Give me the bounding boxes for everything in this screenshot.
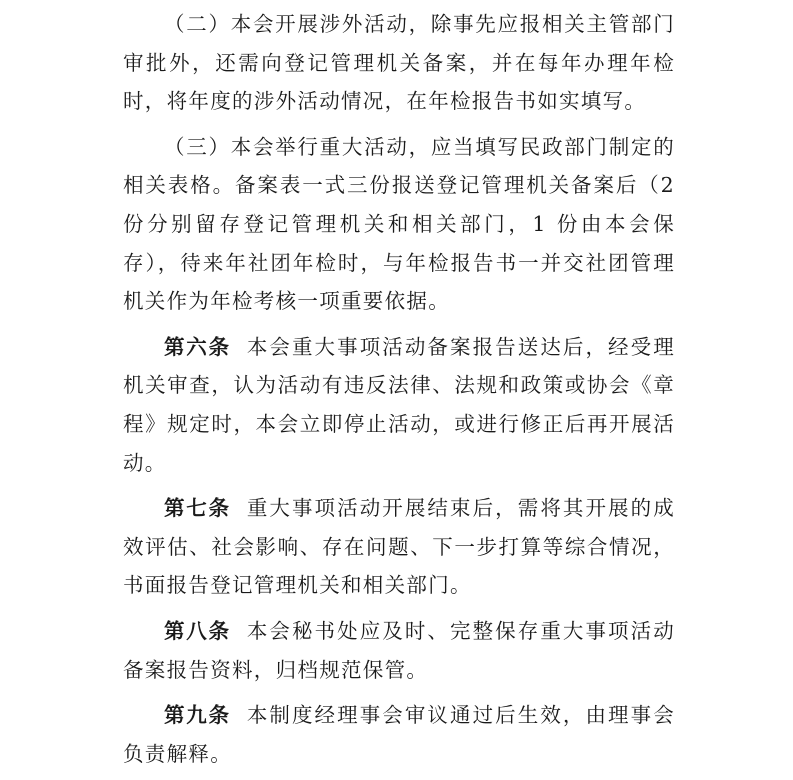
article-number: 第六条 bbox=[164, 334, 231, 359]
paragraph-text: 本会重大事项活动备案报告送达后，经受理机关审查，认为活动有违反法律、法规和政策或协会《章程》规定时，本会立即停止活动，或进行修正后再开展活动。 bbox=[123, 334, 675, 475]
paragraph-text: 本会秘书处应及时、完整保存重大事项活动备案报告资料，归档规范保管。 bbox=[123, 618, 675, 682]
paragraph-text: 重大事项活动开展结束后，需将其开展的成效评估、社会影响、存在问题、下一步打算等综合情况，书面报告登记管理机关和相关部门。 bbox=[123, 496, 675, 598]
paragraph-clause-2 bbox=[123, 5, 675, 121]
paragraph-text: （三）本会举行重大活动，应当填写民政部门制定的相关表格。备案表一式三份报送登记管理机关备案后（2 份分别留存登记管理机关和相关部门，1 份由本会保存），待来年社团年检时，与年检报告书一并交社团管理机关作为年检考核一项重要依据。 bbox=[123, 134, 675, 314]
paragraph-article-7 bbox=[123, 489, 675, 605]
article-number: 第七条 bbox=[164, 496, 231, 521]
paragraph-text: （二）本会开展涉外活动，除事先应报相关主管部门审批外，还需向登记管理机关备案，并在每年办理年检时，将年度的涉外活动情况，在年检报告书如实填写。 bbox=[123, 12, 675, 114]
paragraph-article-6 bbox=[123, 328, 675, 482]
paragraph-article-9 bbox=[123, 696, 675, 773]
article-number: 第八条 bbox=[164, 618, 231, 643]
paragraph-text: 本制度经理事会审议通过后生效，由理事会负责解释。 bbox=[123, 703, 675, 766]
document-page bbox=[123, 0, 675, 780]
paragraph-article-8 bbox=[123, 612, 675, 689]
paragraph-clause-3 bbox=[123, 128, 675, 321]
article-number: 第九条 bbox=[164, 703, 231, 728]
